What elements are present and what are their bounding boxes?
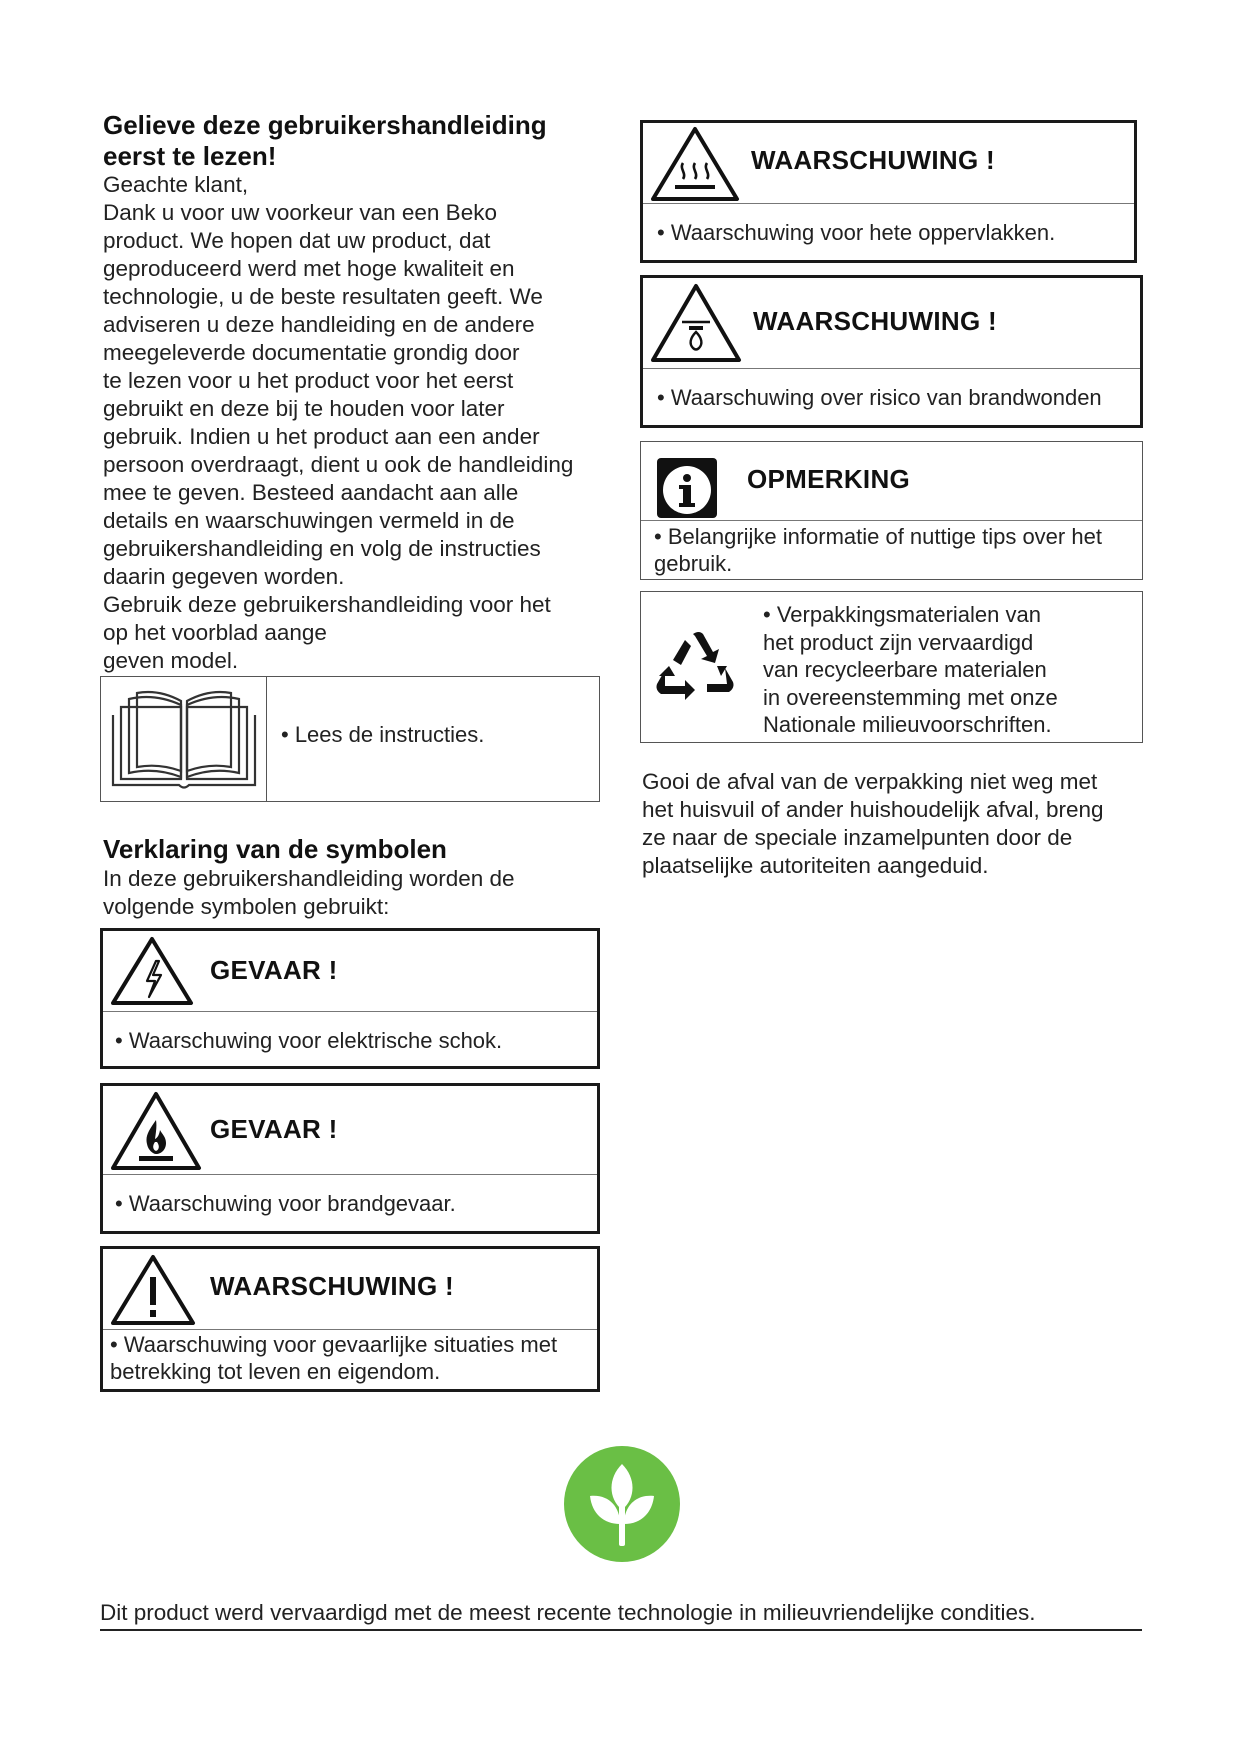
warning-hot-box bbox=[640, 120, 1137, 263]
intro-line: geven model. bbox=[103, 648, 239, 673]
exclamation-icon bbox=[109, 1253, 197, 1327]
intro-line: te lezen voor u het product voor het eerst bbox=[103, 368, 514, 393]
box-title: WAARSCHUWING ! bbox=[753, 306, 997, 336]
box-text-line: • Waarschuwing voor gevaarlijke situaties met bbox=[110, 1332, 558, 1357]
disposal-line: plaatselijke autoriteiten aangeduid. bbox=[642, 853, 989, 878]
hot-surface-icon bbox=[649, 125, 741, 203]
box-title: WAARSCHUWING ! bbox=[751, 145, 995, 175]
box-text-line: gebruik. bbox=[654, 551, 733, 576]
intro-line: technologie, u de beste resultaten geeft. We bbox=[103, 284, 543, 309]
intro-line: Gebruik deze gebruikershandleiding voor het bbox=[103, 592, 551, 617]
box-text: • Waarschuwing voor elektrische schok. bbox=[115, 1028, 503, 1053]
box-text-line: • Belangrijke informatie of nuttige tips over het bbox=[654, 524, 1102, 549]
read-instructions-box bbox=[100, 676, 600, 802]
intro-line: gebruikt en deze bij te houden voor later bbox=[103, 396, 505, 421]
warning-hazard-box bbox=[100, 1246, 600, 1392]
intro-paragraph bbox=[103, 171, 623, 675]
title-line-2: eerst te lezen! bbox=[103, 141, 277, 171]
flame-icon bbox=[109, 1090, 203, 1172]
danger-shock-box bbox=[100, 928, 600, 1069]
recycle-text bbox=[763, 601, 1058, 739]
intro-line: adviseren u deze handleiding en de andere bbox=[103, 312, 535, 337]
footer-rule bbox=[100, 1629, 1142, 1631]
recycle-text-line: van recycleerbare materialen bbox=[763, 657, 1047, 682]
disposal-line: het huisvuil of ander huishoudelijk afval, breng bbox=[642, 797, 1104, 822]
intro-line: op het voorblad aange bbox=[103, 620, 327, 645]
disposal-line: Gooi de afval van de verpakking niet weg met bbox=[642, 769, 1098, 794]
symbols-intro-line: volgende symbolen gebruikt: bbox=[103, 894, 390, 919]
symbols-intro-line: In deze gebruikershandleiding worden de bbox=[103, 866, 515, 891]
salutation: Geachte klant, bbox=[103, 172, 249, 197]
box-title: GEVAAR ! bbox=[210, 1114, 338, 1144]
symbols-heading: Verklaring van de symbolen bbox=[103, 834, 447, 864]
intro-line: details en waarschuwingen vermeld in de bbox=[103, 508, 515, 533]
box-text: • Waarschuwing voor brandgevaar. bbox=[115, 1191, 456, 1216]
recycle-text-line: • Verpakkingsmaterialen van bbox=[763, 602, 1041, 627]
disposal-paragraph bbox=[642, 768, 1142, 880]
danger-fire-box bbox=[100, 1083, 600, 1234]
open-book-icon bbox=[107, 687, 262, 792]
footer-text: Dit product werd vervaardigd met de meest recente technologie in milieuvriendelijke condities. bbox=[100, 1600, 1036, 1625]
intro-line: product. We hopen dat uw product, dat bbox=[103, 228, 491, 253]
read-instructions-text: • Lees de instructies. bbox=[281, 722, 485, 747]
intro-line: meegeleverde documentatie grondig door bbox=[103, 340, 520, 365]
box-text bbox=[654, 523, 1102, 577]
recycle-text-line: in overeenstemming met onze bbox=[763, 684, 1058, 710]
box-divider bbox=[266, 677, 267, 801]
box-text: • Waarschuwing voor hete oppervlakken. bbox=[657, 220, 1056, 245]
box-title: WAARSCHUWING ! bbox=[210, 1271, 454, 1301]
electric-shock-icon bbox=[109, 935, 195, 1007]
box-title: OPMERKING bbox=[747, 464, 911, 494]
title-line-1: Gelieve deze gebruikershandleiding bbox=[103, 110, 547, 140]
intro-line: geproduceerd werd met hoge kwaliteit en bbox=[103, 256, 515, 281]
intro-line: gebruikershandleiding en volg de instructies bbox=[103, 536, 541, 561]
disposal-line: ze naar de speciale inzamelpunten door de bbox=[642, 825, 1073, 850]
intro-line: gebruik. Indien u het product aan een ander bbox=[103, 424, 540, 449]
intro-line: mee te geven. Besteed aandacht aan alle bbox=[103, 480, 519, 505]
box-text: • Waarschuwing over risico van brandwonden bbox=[657, 385, 1102, 410]
symbols-intro bbox=[103, 865, 515, 921]
page-title bbox=[103, 110, 547, 172]
warning-burn-box bbox=[640, 275, 1143, 428]
info-icon bbox=[657, 458, 717, 518]
box-text-line: betrekking tot leven en eigendom. bbox=[110, 1359, 441, 1384]
recycle-text-line: Nationale milieuvoorschriften. bbox=[763, 712, 1052, 737]
burn-risk-icon bbox=[649, 282, 743, 364]
intro-line: daarin gegeven worden. bbox=[103, 564, 345, 589]
recycle-box bbox=[640, 591, 1143, 743]
box-title: GEVAAR ! bbox=[210, 955, 338, 985]
eco-leaf-icon bbox=[562, 1444, 682, 1564]
note-box bbox=[640, 441, 1143, 580]
recycle-text-line: het product zijn vervaardigd bbox=[763, 629, 1034, 655]
intro-line: persoon overdraagt, dient u ook de handleiding bbox=[103, 452, 574, 477]
intro-line: Dank u voor uw voorkeur van een Beko bbox=[103, 200, 497, 225]
box-text bbox=[110, 1331, 557, 1385]
recycle-icon bbox=[655, 632, 735, 708]
